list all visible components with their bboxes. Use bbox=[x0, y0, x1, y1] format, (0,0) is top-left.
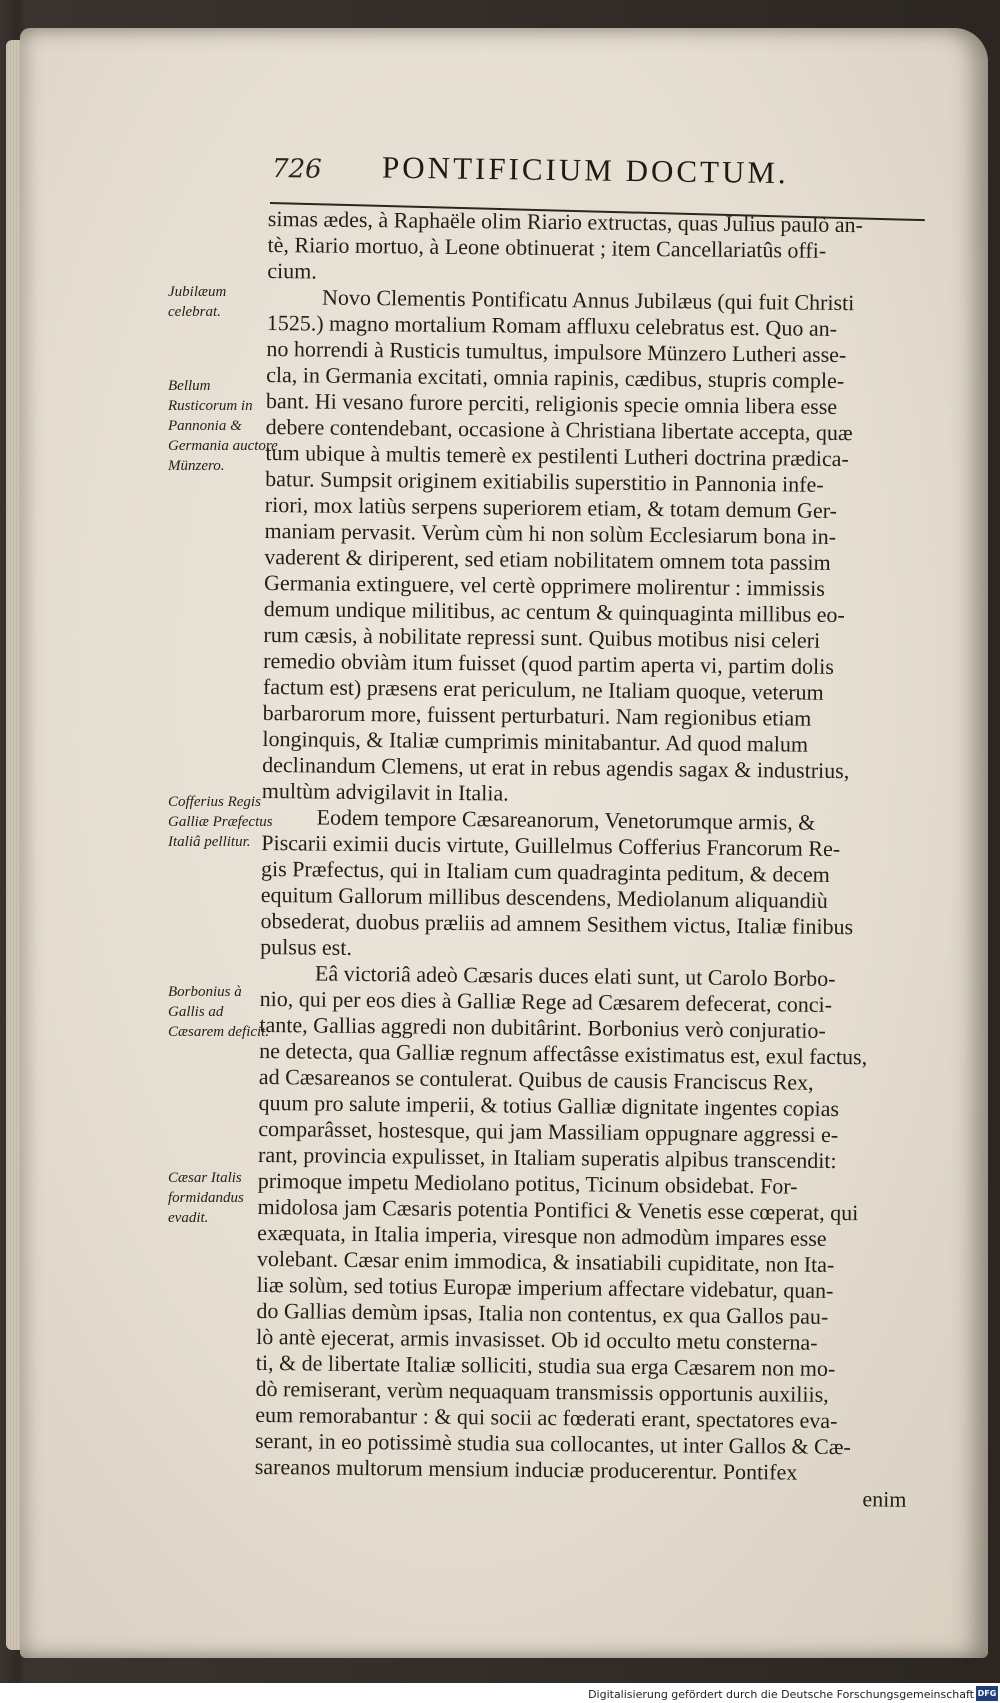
text-line: midolosa jam Cæsaris potentia Pontifici & Venetis esse cœperat, qui bbox=[257, 1193, 859, 1226]
text-line: obsederat, duobus præliis ad amnem Sesithem victus, Italiæ finibus bbox=[260, 907, 854, 940]
text-line: rum cæsis, à nobilitate repressi sunt. Quibus motibus nisi celeri bbox=[263, 621, 821, 653]
footer-bar bbox=[0, 1683, 1000, 1703]
margin-note-caesar: Cæsar Italis formidandus evadit. bbox=[168, 1170, 244, 1226]
text-line: Novo Clementis Pontificatu Annus Jubilæus (qui fuit Christi bbox=[321, 284, 855, 316]
text-line: cla, in Germania excitati, omnia rapinis, cædibus, stupris comple- bbox=[266, 361, 845, 394]
text-line: riori, mox latiùs serpens superiorem etiam, & totam demum Ger- bbox=[264, 491, 838, 523]
text-line: tum ubique à multis temerè ex pestilenti Lutheri doctrina prædica- bbox=[265, 439, 849, 472]
text-line: factum est) præsens erat periculum, ne Italiam quoque, veterum bbox=[262, 673, 824, 705]
margin-note-peasants-war: Bellum Rusticorum in Pannonia & Germania auctore Münzero. bbox=[168, 378, 278, 474]
text-line: lò antè ejecerat, armis invasisset. Ob id occulto metu consterna- bbox=[256, 1323, 818, 1355]
text-line: declinandum Clemens, ut erat in rebus agendis sagax & industrius, bbox=[262, 751, 850, 784]
text-line: Germania extinguere, vel certè opprimere molirentur : immissis bbox=[263, 569, 825, 601]
text-line: remedio obviàm itum fuisset (quod partim aperta vi, partim dolis bbox=[263, 647, 835, 679]
text-line: nio, qui per eos dies à Galliæ Rege ad Cæsarem defecerat, conci- bbox=[259, 985, 833, 1017]
text-line: serant, in eo potissimè studia sua collocantes, ut inter Gallos & Cæ- bbox=[254, 1427, 851, 1460]
text-line: quum pro salute imperii, & totius Galliæ dignitate ingentes copias bbox=[258, 1089, 840, 1122]
page-number: 726 bbox=[271, 154, 322, 185]
text-line: dò remiserant, verùm nequaquam transmissis opportunis auxiliis, bbox=[255, 1375, 829, 1407]
text-line: Eâ victoriâ adeò Cæsaris duces elati sunt, ut Carolo Borbo- bbox=[314, 960, 836, 991]
text-line: maniam pervasit. Verùm cùm hi non solùm Ecclesiarum bona in- bbox=[264, 517, 837, 549]
margin-note-borbonius: Borbonius à Gallis ad Cæsarem deficit. bbox=[168, 984, 270, 1040]
text-line: simas ædes, à Raphaële olim Riario extructas, quas Julius paulò an- bbox=[267, 206, 864, 238]
text-line: liæ solùm, sed totius Europæ imperium affectare videbatur, quan- bbox=[256, 1271, 834, 1303]
text-line: batur. Sumpsit originem exitiabilis superstitio in Pannonia infe- bbox=[265, 465, 824, 497]
text-line: Eodem tempore Cæsareanorum, Venetorumque armis, & bbox=[316, 804, 816, 835]
text-line: pulsus est. bbox=[260, 933, 353, 960]
text-line: barbarorum more, fuissent perturbaturi. Nam regionibus etiam bbox=[262, 699, 812, 731]
dfg-logo: DFG bbox=[976, 1686, 998, 1701]
text-line: vaderent & diriperent, sed etiam nobilitatem omnem tota passim bbox=[264, 543, 831, 575]
text-line: multùm advigilavit in Italia. bbox=[261, 777, 509, 806]
text-line: exæquata, in Italia imperia, viresque non admodùm impares esse bbox=[257, 1219, 827, 1251]
text-line: primoque impetu Mediolano potitus, Ticinum obsidebat. For- bbox=[257, 1167, 798, 1199]
text-line: eum remorabantur : & qui socii ac fœderati erant, spectatores eva- bbox=[255, 1401, 838, 1434]
text-line: sareanos multorum mensium induciæ producerentur. Pontifex bbox=[254, 1453, 798, 1485]
text-line: cium. bbox=[267, 257, 317, 284]
text-line: do Gallias demùm ipsas, Italia non contentus, ex qua Gallos pau- bbox=[256, 1297, 829, 1329]
page-header bbox=[272, 148, 913, 205]
text-line: rant, provincia expulisset, in Italiam superatis alpibus transcendit: bbox=[257, 1141, 837, 1174]
text-line: gis Præfectus, qui in Italiam cum quadraginta peditum, & decem bbox=[260, 855, 830, 887]
catchword: enim bbox=[862, 1486, 907, 1512]
text-line: bant. Hi vesano furore perciti, religionis specie omnia libera esse bbox=[265, 387, 838, 419]
text-line: demum undique militibus, ac centum & quinquaginta millibus eo- bbox=[263, 595, 845, 628]
margin-note-cofferius: Cofferius Regis Galliæ Præfectus Italiâ pellitur. bbox=[168, 794, 273, 850]
main-text bbox=[254, 206, 928, 1513]
text-line: tante, Gallias aggredi non dubitârint. Borbonius verò conjuratio- bbox=[259, 1011, 826, 1043]
text-line: debere contendebant, occasione à Christiana libertate accepta, quæ bbox=[265, 413, 853, 446]
text-line: no horrendi à Rusticis tumultus, impulsore Münzero Lutheri asse- bbox=[266, 335, 847, 368]
running-head: PONTIFICIUM DOCTUM. bbox=[381, 149, 789, 191]
text-line: ne detecta, qua Galliæ regnum affectâsse existimatus est, exul factus, bbox=[259, 1037, 868, 1070]
text-line: ti, & de libertate Italiæ solliciti, studia sua erga Cæsarem non mo- bbox=[255, 1349, 836, 1382]
text-line: ad Cæsareanos se contulerat. Quibus de causis Franciscus Rex, bbox=[258, 1063, 814, 1095]
margin-note-jubilee: Jubilæum celebrat. bbox=[168, 284, 227, 320]
text-line: tè, Riario mortuo, à Leone obtinuerat ; item Cancellariatûs offi- bbox=[267, 231, 827, 263]
text-line: 1525.) magno mortalium Romam affluxu celebratus est. Quo an- bbox=[266, 309, 838, 341]
footer-credit: Digitalisierung gefördert durch die Deutsche Forschungsgemeinschaft bbox=[588, 1688, 974, 1701]
text-line: Piscarii eximii ducis virtute, Guillelmus Cofferius Francorum Re- bbox=[261, 829, 841, 862]
text-line: comparâsset, hostesque, qui jam Massiliam oppugnare aggressi e- bbox=[258, 1115, 839, 1148]
text-line: volebant. Cæsar enim immodica, & insatiabili cupiditate, non Ita- bbox=[256, 1245, 835, 1277]
text-line: longinquis, & Italiæ cumprimis minitabantur. Ad quod malum bbox=[262, 725, 809, 757]
text-line: equitum Gallorum millibus descendens, Mediolanum aliquandiù bbox=[260, 881, 828, 913]
